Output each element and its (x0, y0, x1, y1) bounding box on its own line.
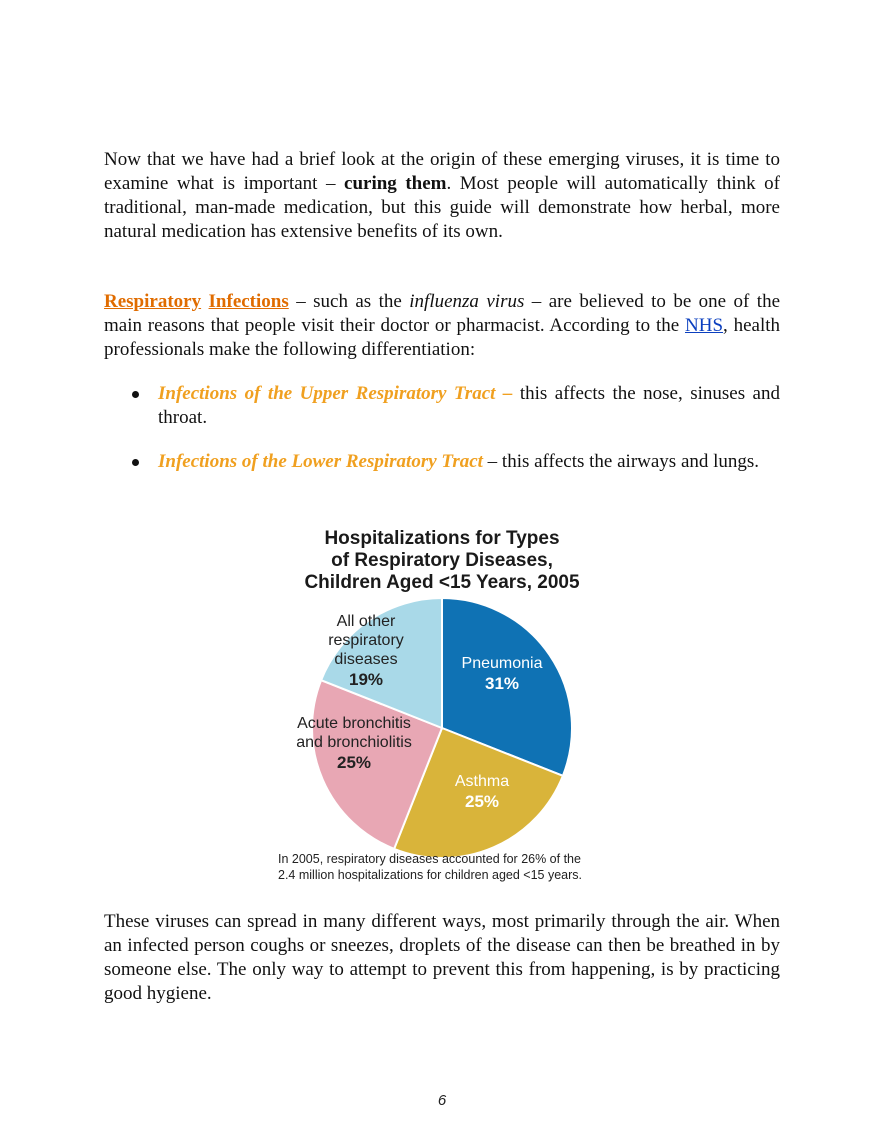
chart-footnote-line-1: In 2005, respiratory diseases accounted for 26% of the (278, 852, 581, 866)
slice-label: All other (336, 613, 396, 630)
bullet-title-lower: Infections of the Lower Respiratory Tract (158, 451, 483, 472)
intro-bold-text: curing them (344, 173, 447, 194)
pie-chart (270, 518, 615, 888)
bullet-text-lower: – this affects the airways and lungs. (482, 451, 760, 472)
bullet-item-upper (104, 382, 780, 430)
bullet-item-lower (104, 450, 780, 474)
influenza-italic: influenza virus (409, 291, 525, 312)
chart-footnote-line-2: 2.4 million hospitalizations for children aged <15 years. (278, 868, 582, 882)
intro-paragraph (104, 148, 780, 244)
respiratory-text-c: , health professionals make the following differentiation: (104, 315, 780, 360)
bullet-title-upper: Infections of the Upper Respiratory Tract – (158, 383, 513, 404)
spread-paragraph: These viruses can spread in many different ways, most primarily through the air. When an infected person coughs or sneezes, droplets of the disease can then be breathed in by someone else. The only way to attempt to prevent this from happening, is by practicing good hygiene. (104, 911, 780, 1004)
slice-label: respiratory (328, 632, 404, 649)
bullet-text-upper: this affects the nose, sinuses and throat. (158, 383, 780, 428)
pie-chart-figure (270, 518, 615, 888)
respiratory-text-b: – are believed to be one of the main reasons that people visit their doctor or pharmacist. According to the (104, 291, 781, 336)
nhs-link[interactable]: NHS (685, 315, 724, 336)
chart-title-line-2: of Respiratory Diseases, (331, 550, 553, 571)
slice-percent-label: 31% (484, 674, 520, 693)
slice-percent-label: 19% (348, 670, 384, 689)
slice-label: diseases (334, 651, 398, 668)
slice-percent-label: 25% (464, 792, 500, 811)
infections-link[interactable]: Infections (208, 291, 289, 312)
chart-title-line-3: Children Aged <15 Years, 2005 (304, 572, 580, 593)
bullet-icon (132, 459, 139, 466)
respiratory-text-a: – such as the (288, 291, 410, 312)
intro-text-b: . Most people will automatically think of traditional, man-made medication, but this guide will demonstrate how herbal, more natural medication has extensive benefits of its own. (104, 173, 780, 242)
slice-label: Pneumonia (461, 655, 543, 672)
respiratory-paragraph (104, 290, 780, 362)
slice-percent-label: 25% (336, 753, 372, 772)
bullet-icon (132, 391, 139, 398)
intro-text-a: Now that we have had a brief look at the origin of these emerging viruses, it is time to examine what is important – (104, 149, 780, 194)
slice-label: and bronchiolitis (296, 734, 412, 751)
tract-bullet-list (104, 382, 780, 494)
page-number: 6 (437, 1092, 447, 1109)
chart-title-line-1: Hospitalizations for Types (324, 528, 560, 549)
respiratory-link[interactable]: Respiratory (104, 291, 202, 312)
slice-label: Acute bronchitis (297, 715, 411, 732)
slice-label: Asthma (454, 773, 510, 790)
